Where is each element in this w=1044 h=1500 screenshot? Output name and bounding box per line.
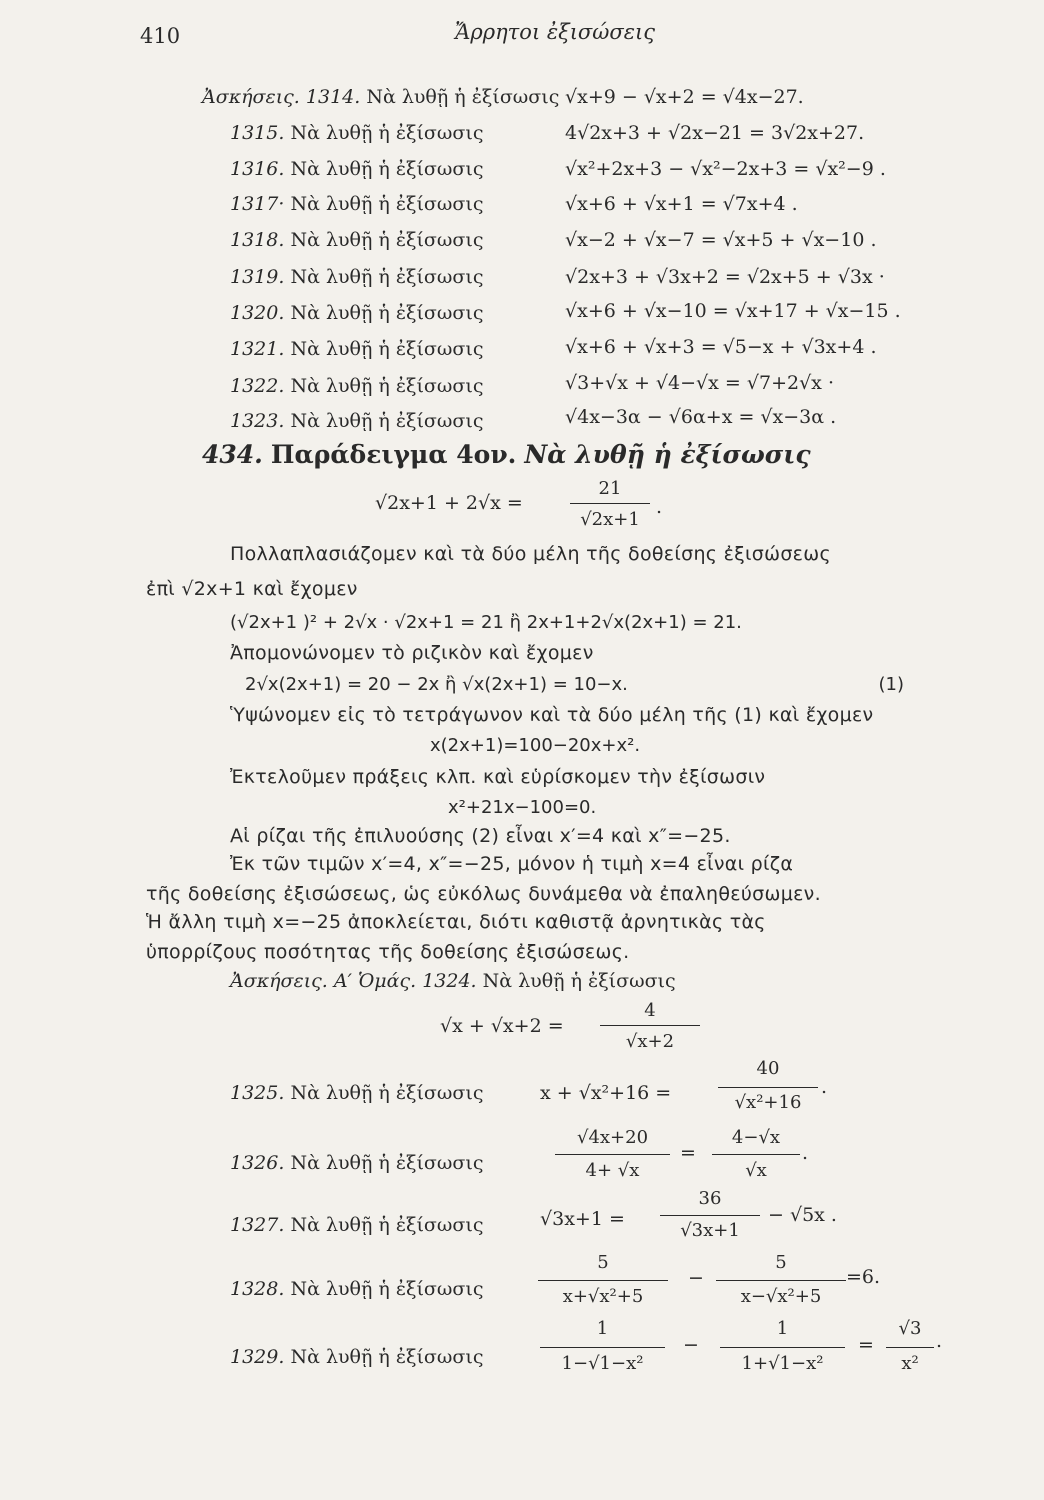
equation-1315: 4√2x+3 + √2x−21 = 3√2x+27. [565, 122, 865, 144]
exercise-number: 1320. [230, 302, 285, 324]
equation-1329-middle-numerator: 1 [776, 1318, 789, 1339]
exercise-1315 [230, 122, 483, 144]
example-lhs: √2x+1 + 2√x = [375, 492, 523, 514]
equation-1329-left-denominator: 1−√1−x² [561, 1353, 644, 1374]
exercise-number: 1327. [230, 1214, 285, 1236]
fraction-bar [540, 1347, 665, 1348]
equation-1326-left-denominator: 4+ √x [585, 1160, 640, 1181]
exercise-text: Νὰ λυθῇ ἡ ἐξίσωσις [366, 86, 560, 108]
equation-1317: √x+6 + √x+1 = √7x+4 . [565, 193, 798, 215]
exercise-text: Νὰ λυθῇ ἡ ἐξίσωσις [290, 266, 484, 288]
exercise-1326 [230, 1152, 483, 1174]
equation-end: . [936, 1330, 943, 1352]
equation-1321: √x+6 + √x+3 = √5−x + √3x+4 . [565, 336, 877, 358]
solution-line: ἐπὶ √2x+1 καὶ ἔχομεν [146, 578, 358, 600]
equation-1316: √x²+2x+3 − √x²−2x+3 = √x²−9 . [565, 158, 886, 180]
section-heading [202, 440, 811, 469]
solution-line: τῆς δοθείσης ἐξισώσεως, ὡς εὐκόλως δυνάμεθα νὰ ἐπαληθεύσωμεν. [146, 883, 821, 905]
equation-operator: = [680, 1142, 696, 1164]
equation-end: =6. [846, 1266, 881, 1288]
equation-1329-right-denominator: x² [901, 1353, 919, 1374]
exercise-1322 [230, 375, 483, 397]
exercise-text: Νὰ λυθῇ ἡ ἐξίσωσις [290, 229, 484, 251]
section-title: Παράδειγμα 4ον. [270, 440, 517, 469]
exercise-text: Νὰ λυθῇ ἡ ἐξίσωσις [290, 1278, 484, 1300]
solution-line: Πολλαπλασιάζομεν καὶ τὰ δύο μέλη τῆς δοθείσης ἐξισώσεως [230, 543, 831, 565]
solution-equation: x²+21x−100=0. [448, 797, 597, 818]
equation-1328-left-numerator: 5 [597, 1252, 609, 1273]
equation-1324-numerator: 4 [644, 1000, 656, 1021]
exercise-1314 [202, 86, 559, 108]
example-end: . [656, 496, 663, 518]
section-subtitle: Νὰ λυθῇ ἡ ἐξίσωσις [524, 440, 811, 469]
exercise-text: Νὰ λυθῇ ἡ ἐξίσωσις [290, 302, 484, 324]
solution-equation: x(2x+1)=100−20x+x². [430, 735, 641, 756]
equation-1319: √2x+3 + √3x+2 = √2x+5 + √3x · [565, 266, 885, 288]
exercise-label: Ἀσκήσεις. [202, 86, 300, 108]
fraction-bar [555, 1154, 670, 1155]
exercise-label: Ἀσκήσεις. Α′ Ὁμάς. [230, 970, 417, 992]
exercise-1316 [230, 158, 483, 180]
equation-1318: √x−2 + √x−7 = √x+5 + √x−10 . [565, 229, 877, 251]
exercise-1318 [230, 229, 483, 251]
exercise-number: 1316. [230, 158, 285, 180]
exercise-text: Νὰ λυθῇ ἡ ἐξίσωσις [290, 158, 484, 180]
exercise-text: Νὰ λυθῇ ἡ ἐξίσωσις [290, 375, 484, 397]
example-numerator: 21 [598, 478, 622, 499]
exercise-text: Νὰ λυθῇ ἡ ἐξίσωσις [290, 338, 484, 360]
exercise-1328 [230, 1278, 483, 1300]
exercise-1325 [230, 1082, 483, 1104]
equation-1322: √3+√x + √4−√x = √7+2√x · [565, 372, 834, 394]
exercise-1320 [230, 302, 483, 324]
exercise-text: Νὰ λυθῇ ἡ ἐξίσωσις [482, 970, 676, 992]
exercise-number: 1322. [230, 375, 285, 397]
fraction-bar [538, 1280, 668, 1281]
equation-1326-right-numerator: 4−√x [731, 1127, 781, 1148]
fraction-bar [886, 1347, 934, 1348]
equation-1327-denominator: √3x+1 [680, 1220, 740, 1241]
section-number: 434. [202, 440, 263, 469]
exercise-number: 1325. [230, 1082, 285, 1104]
solution-line: Ὑψώνομεν εἰς τὸ τετράγωνον καὶ τὰ δύο μέλη τῆς (1) καὶ ἔχομεν [230, 704, 874, 726]
exercise-1327 [230, 1214, 483, 1236]
exercise-1317 [230, 193, 483, 215]
equation-1327-numerator: 36 [698, 1188, 722, 1209]
exercise-number: 1323. [230, 410, 285, 432]
fraction-bar [718, 1087, 818, 1088]
equation-operator: − [683, 1334, 699, 1356]
equation-1324-lhs: √x + √x+2 = [440, 1015, 564, 1037]
exercise-text: Νὰ λυθῇ ἡ ἐξίσωσις [290, 193, 484, 215]
equation-1325-numerator: 40 [756, 1058, 780, 1079]
exercise-1323 [230, 410, 483, 432]
exercise-number: 1324. [422, 970, 477, 992]
solution-line: Ἀπομονώνομεν τὸ ριζικὸν καὶ ἔχομεν [230, 642, 594, 664]
fraction-bar [720, 1347, 845, 1348]
equation-1325-lhs: x + √x²+16 = [540, 1082, 672, 1104]
page-number: 410 [140, 24, 181, 48]
exercise-text: Νὰ λυθῇ ἡ ἐξίσωσις [290, 410, 484, 432]
exercise-text: Νὰ λυθῇ ἡ ἐξίσωσις [290, 122, 484, 144]
exercise-text: Νὰ λυθῇ ἡ ἐξίσωσις [290, 1082, 484, 1104]
equation-1324-denominator: √x+2 [625, 1031, 675, 1052]
exercise-number: 1315. [230, 122, 285, 144]
exercise-text: Νὰ λυθῇ ἡ ἐξίσωσις [290, 1346, 484, 1368]
fraction-bar [600, 1025, 700, 1026]
exercise-number: 1314. [305, 86, 361, 108]
equation-1329-left-numerator: 1 [596, 1318, 609, 1339]
equation-1328-right-numerator: 5 [775, 1252, 787, 1273]
equation-1329-right-numerator: √3 [898, 1318, 922, 1339]
solution-line: ὑπορρίζους ποσότητας τῆς δοθείσης ἐξισώσεως. [146, 941, 630, 963]
equation-tag: (1) [878, 674, 904, 695]
fraction-bar [716, 1280, 846, 1281]
equation-1326-right-denominator: √x [745, 1160, 767, 1181]
exercise-1329 [230, 1346, 483, 1368]
example-denominator: √2x+1 [580, 509, 640, 530]
solution-equation: (√2x+1 )² + 2√x · √2x+1 = 21 ἢ 2x+1+2√x(2x+1) = 21. [230, 612, 742, 633]
equation-1328-left-denominator: x+√x²+5 [562, 1286, 644, 1307]
exercise-number: 1328. [230, 1278, 285, 1300]
exercise-number: 1326. [230, 1152, 285, 1174]
equation-end: − √5x . [768, 1204, 837, 1226]
equation-1323: √4x−3α − √6α+x = √x−3α . [565, 406, 837, 428]
equation-1329-middle-denominator: 1+√1−x² [741, 1353, 824, 1374]
exercise-text: Νὰ λυθῇ ἡ ἐξίσωσις [290, 1214, 484, 1236]
fraction-bar [570, 503, 650, 504]
equation-1314: √x+9 − √x+2 = √4x−27. [565, 86, 804, 108]
equation-1328-right-denominator: x−√x²+5 [740, 1286, 822, 1307]
exercise-1321 [230, 338, 483, 360]
solution-equation: 2√x(2x+1) = 20 − 2x ἢ √x(2x+1) = 10−x. [245, 674, 628, 695]
equation-1320: √x+6 + √x−10 = √x+17 + √x−15 . [565, 300, 901, 322]
equation-1326-left-numerator: √4x+20 [576, 1127, 649, 1148]
exercise-number: 1318. [230, 229, 285, 251]
exercise-1324-intro [230, 970, 676, 992]
exercise-number: 1321. [230, 338, 285, 360]
running-title: Ἄρρητοι ἐξισώσεις [455, 20, 655, 44]
solution-line: Ἐκ τῶν τιμῶν x′=4, x″=−25, μόνον ἡ τιμὴ x=4 εἶναι ρίζα [230, 853, 794, 875]
solution-line: Ἡ ἄλλη τιμὴ x=−25 ἀποκλείεται, διότι καθιστᾷ ἀρνητικὰς τὰς [146, 911, 766, 933]
exercise-number: 1317· [230, 193, 285, 215]
fraction-bar [660, 1215, 760, 1216]
exercise-number: 1319. [230, 266, 285, 288]
exercise-1319 [230, 266, 483, 288]
equation-1325-denominator: √x²+16 [734, 1092, 802, 1113]
equation-operator: − [688, 1267, 704, 1289]
equation-end: . [802, 1142, 809, 1164]
solution-line: Ἐκτελοῦμεν πράξεις κλπ. καὶ εὑρίσκομεν τὴν ἐξίσωσιν [230, 766, 766, 788]
solution-line: Αἱ ρίζαι τῆς ἐπιλυούσης (2) εἶναι x′=4 καὶ x″=−25. [230, 825, 731, 847]
equation-1327-lhs: √3x+1 = [540, 1208, 625, 1230]
exercise-text: Νὰ λυθῇ ἡ ἐξίσωσις [290, 1152, 484, 1174]
equation-end: . [821, 1076, 828, 1098]
exercise-number: 1329. [230, 1346, 285, 1368]
equation-operator: = [858, 1334, 874, 1356]
fraction-bar [712, 1154, 800, 1155]
